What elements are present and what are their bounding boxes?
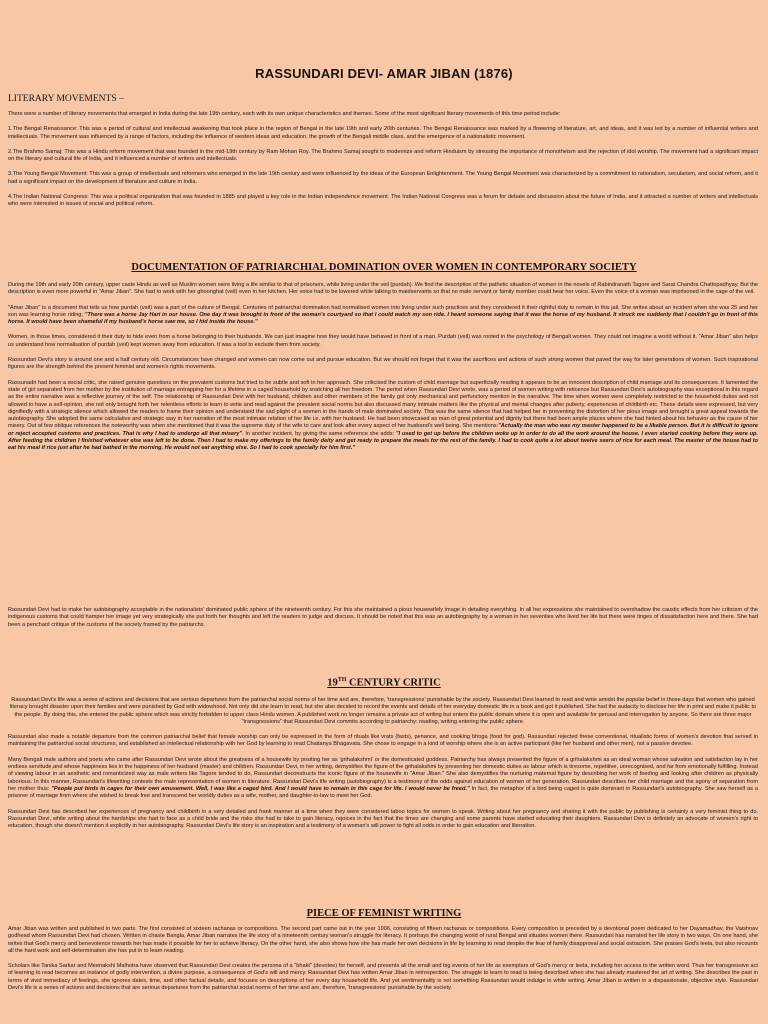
- master-quote: "Actually the man who was my master happened to be a likable person. But it is difficult to ignore or reject accepted customs and practices. That is why I had to undergo all that misery": [8, 423, 758, 437]
- doc-paragraph-2: "Amar Jiban" is a document that tells us how purdah (veil) was a part of the culture of Bengal. Centuries of patriarchal domination had normalised women into living under such practices and they considered it their rightful duty to remain in this jail. She writes about an incident when she was 25 and her son was learning horse riding; "There was a horse Jay Hari in our house. One day it was brought in front of the woman's courtyard so that I could watch my son ride. I heard someone saying that it was the horse of my husband. It struck me suddenly that I couldn't go in front of this horse. It would have been shameful if my husband's horse saw me, so I hid inside the house.": [8, 304, 758, 326]
- critic-paragraph-1: Rassundari Devi's life was a series of actions and decisions that are serious departures from the patriarchal social norms of her time and are, therefore, 'transgressions' punishable by the society. Rassundari Devi learned to read and write amidst the popular belief in those days that women who gained literacy brought disaster upon their families and were punished by God with widowhood. Not only did she learn to read, but she also decided to record the events and details of her everyday domestic life in a book and got it published. She had the audacity to disclose her life in print and make it public to the people. By doing this, she entered the public sphere which was strictly forbidden to upper class Hindu women. A published work no longer remains a private act of writing but enters the public domain where it is open and available for perusal and interrogation by anyone. So there are three major "transgressions" that Rassundari Devi commits according to patriarchy: reading, writing entering the public sphere.: [9, 697, 757, 725]
- feminist-writing-heading: PIECE OF FEMINIST WRITING: [306, 908, 462, 919]
- horse-quote: "There was a horse Jay Hari in our house. One day it was brought in front of the woman's courtyard so that I could watch my son ride. I heard someone saying that it was the horse of my husband. It struck me suddenly that I couldn't go in front of this horse. It would have been shameful if my husband's horse saw me, so I hid inside the house.": [8, 311, 758, 326]
- literary-intro: There were a number of literary movements that emerged in India during the late 19th century, each with its own unique characteristics and themes. Some of the most significant literary movements of this time period include:: [8, 111, 561, 117]
- documentation-section: [8, 282, 758, 453]
- literary-item-4: 4.The Indian National Congress: This was a political organization that was founded in 1885 and played a key role in the Indian independence movement. The Indian National Congress was a forum for debate and discussion about the future of India, and it attracted a number of writers and intellectuals who were interested in issues of social and political reform.: [8, 194, 758, 208]
- doc-paragraph-6: Rassundari Devi had to make her autobiography acceptable in the nationalists' dominated public sphere of the nineteenth century. For this she maintained a pious housewifely image in detailing everything. In all her expressions she maintained to overshadow the caustic effects from her criticism of the indigenous customs that could hamper her image yet very strategically she put forth her thoughts and left the readers to judge and discuss. It should be noted that this was an autobiography by a woman in her seventies who lived her life but there were tinges of dissatisfaction here and there. She had been a penchant critique of the customs of the society framed by the patriarchs.: [8, 607, 758, 628]
- doc-paragraph-5: Rassunadri had been a social critic, she raised genuine questions on the prevalent customs but tried to be subtle and soft in her approach. She criticised the custom of child marriage but superficially reading it appears to be an innocent description of child marriage and its consequences. It lamented the state of girl separated from her mother by the institution of marriage entrapping her for a lifetime in a caged household by snatching all her freedom. The period when Rassundari Devi wrote, was a period of women writing with reticence but Rassundari Devi's autobiography was exceptional in this regard as the entire narrative was a reflective journey of the self. The relationship of Rassundari Devi with her husband, children and other members of the family got only mechanical and perfunctory mention in the narrative. The time when women were completely restricted to the household duties and not allowed to have a self-opinion, she not only brought forth her relentless efforts to learn to write and read against the prevalent social norms but also discussed many intimate matters like the physical and mental changes after puberty, experiences of childbirth etc. These details were expressed, but very dignifiedly with a strategic silence which allowed the readers to frame their opinion and understand the sad plight of a women in the hands of male dominated society. This was the same silence that had helped her in preventing the distortion of her pious image and brought a great appeal towards the autobiography. She adopted the same calculative and strategic way in her narration of the most intimate relation of her life i.e. with her husband. He had been showcased as man of great potential and dignity but there had been ample places where she had hinted about his behavior as the cause of her misery. Out of few oblique references the noteworthy was when she mentioned that it was the supreme duty of the wife to care and look after every aspect of her husband's well being. She mentions:"Actually the man who was my master happened to be a likable person. But it is difficult to ignore or reject accepted customs and practices. That is why I had to undergo all that misery". In another incident, by giving the same reference she adds: "I used to get up before the children woke up in order to do all the work around the house. I even started cooking before they were up. After feeding the children I finished whatever else was left to be done. Then I had to make my offerings to the family deity and get ready to prepare the meals for the rest of the family. I had to cook quite a lot about twelve seers of rice for each meal. The master of the house had to eat his meal if rice just after he had bathed in the morning. He would not eat anything else. So I had to cook specially for him first.": [8, 379, 758, 452]
- doc-paragraph-1: During the 19th and early 20th century, upper caste Hindu as well as Muslim women were living a life similar to that of prisoners, while living under the veil (purdah). We find the description of the pathetic situation of women in the novels of Rabindranath Tagore and Sarat Chandra Chattopadhyay. But the description is even more powerful in "Amar Jiban". She had to work with her ghoonghat (veil) even in her kitchen. Her voice had to be lowered while talking to maidservants so that no male servant or family member could hear her voice. Even the voice of a woman was imprisoned in the cage of the veil.: [8, 282, 758, 296]
- literary-item-2: 2.The Brahmo Samaj: This was a Hindu reform movement that was founded in the mid-19th century by Ram Mohan Roy. The Brahmo Samaj sought to modernize and reform Hinduism by stressing the importance of monotheism and the rejection of idol worship. The movement had a significant impact on the literary and cultural life of India, and it influenced a number of writers and intellectuals.: [8, 148, 758, 163]
- literary-movements-heading: LITERARY MOVEMENTS –: [8, 94, 124, 104]
- critic-paragraph-4: Rassundari Devi has described her experiences of pregnancy and childbirth in a very detailed and frank manner at a time when they were considered taboo topics for women to speak. Writing about her pregnancy and sharing it with the public by publishing is certainly a very feminist thing to do. Rassundari Devi, while writing about the hardships she had to face as a child bride and the risks she had to take to gain literacy, rejoices in the fact that the times are changing and some parents have started educating their daughters. Rassundari Devi is definitely an advocate of women's right to education, though she doesn't mention it explicitly in her autobiography. Rassundari Devi's life story is an inspiration and a testimony of a woman's will power to fight all odds in order to gain education and liberation.: [8, 808, 758, 830]
- feminist-paragraph-2: Scholars like Tanika Sarkar and Meenakshi Malhotra have observed that Rassundari Devi creates the persona of a "bhakt" (devotee) for herself, and presents all the small and big events of her life as exemplars of God's mercy or leela, including her access to the written word. Thus her transgressive act of learning to read becomes an instance of godly intervention, a divine purpose, a consequence of God's will and mercy. Rassundari Devi has written Amar Jiban in retrospection. The struggle to learn to read is being described when she has already mastered the art of writing. She describes the past in terms of vivid immediacy of feelings, she ignores dates, time, and other factual details, and focuses on descriptions of her every day household life. And yet sentimentality is not something Rassundari would indulge in while writing. Amar Jiban is written in a dispassionate, objective style. Rassundari Devi's life is a series of actions and decisions that are serious departures from the patriarchal social norms of her time and are, therefore, 'transgressions' punishable by the society.: [8, 963, 758, 992]
- literary-movements-section: [8, 111, 758, 209]
- century-critic-heading: 19TH CENTURY CRITIC: [327, 677, 441, 689]
- documentation-closing: [8, 607, 758, 629]
- document-title: RASSUNDARI DEVI- AMAR JIBAN (1876): [255, 66, 513, 81]
- feminist-paragraph-1: Amar Jiban was written and published in two parts. The first consisted of sixteen rachanas or compositions. The second part came out in the year 1906, consisting of fifteen rachanas or compositions. Every composition is preceded by a devotional poem dedicated to her Dayamadhav, the Vaishnav godhead whom Rassundari Devi had chosen. Written in chaste Bangla, Amar Jiban narrates the life story of a nineteenth century woman's struggle for literacy. It portrays the changing world of rural Bengal and situates women there. Rassundari has narrated her life story in two ways. On one hand, she writes that God's mercy and benevolence towards her has made it possible for her to achieve literacy. On the other hand, she also shows how she has made her own decisions in life by learning to read despite the fear of family disapproval and social ostracism. She praises God's leela, but also recounts all the hard work and self-determination she has put in to learn reading.: [8, 926, 758, 954]
- documentation-heading: DOCUMENTATION OF PATRIARCHIAL DOMINATION OVER WOMEN IN CONTEMPORARY SOCIETY: [131, 262, 637, 273]
- century-critic-section: [8, 697, 758, 830]
- cooking-quote: "I used to get up before the children woke up in order to do all the work around the house. I even started cooking before they were up. After feeding the children I finished whatever else was left to be done. Then I had to make my offerings to the family deity and get ready to prepare the meals for the rest of the family. I had to cook quite a lot about twelve seers of rice for each meal. The master of the house had to eat his meal if rice just after he had bathed in the morning. He would not eat anything else. So I had to cook specially for him first.": [8, 430, 758, 452]
- feminist-writing-section: [8, 926, 758, 992]
- doc-paragraph-3: Women, in those times, considered it their duty to hide even from a horse belonging to their husbands. We can just imagine how they would have behaved in front of a man. Purdah (veil) was rooted in the psychology of Bengali women. They could not imagine a world without it. "Amar Jiban" also helps us understand how normalisation of purdah (veil) kept women away from education. It was a tool to exclude them from society.: [8, 334, 758, 348]
- caged-bird-quote: "People put birds in cages for their own amusement. Well, I was like a caged bird. And I would have to remain in this cage for life. I would never be freed.": [51, 785, 470, 792]
- critic-paragraph-3: Many Bengali male authors and poets who came after Rassundari Devi wrote about the greatness of a housewife by positing her as 'grihalakshmi' or the domesticated goddess. Patriarchy has always presented the figure of a grihalakshmi as an ideal woman whose salvation and satisfaction lay in her endless servitude,and whose happiness lies in the happiness of her husband (master) and children. Rassundari Devi, in her writing, demystifies the figure of the grihalakshmi by presenting her domestic duties as labour which is tiresome, repetitive, unrecognised, and far from emotionally fulfilling. Instead of viewing labour in an aesthetic and romanticized way as male writers like Tagore tended to do, Rassundari deconstructs the iconic figure of the housewife in "Amar Jiban." She also demystifies the nurturing maternal figure by describing her work of feeding and looking after children as physically laborious. In this manner, Rassundari's lifewriting contests the male representation of women in literature. Rassundari Devi's life writing (autobiography) is a testimony of the odds against education of women of her generation. Rassundari describes her child marriage and the agony of separation from her mother thus: "People put birds in cages for their own amusement. Well, I was like a caged bird. And I would have to remain in this cage for life. I would never be freed." In fact, the metaphor of a bird being caged is quite dominant in Rassundari's autobiography. She saw herself as a prisoner of marriage from where she wished to break free and transcend her worldly duties as a wife, mother, and daughter-in-law to meet her God.: [8, 756, 758, 800]
- doc-paragraph-4: Rassundari Devi's story is around one and a half century old. Circumstances have changed and women can now come out and pursue education. But we should not forget that it was the sacrifices and actions of such strong women that paved the way for later generations of women. Such inspirational figures are the strength behind the present feminist and women's rights movements.: [8, 357, 758, 371]
- literary-item-3: 3.The Young Bengal Movement: This was a group of intellectuals and reformers who emerged in the late 19th century and were influenced by the ideas of the European Enlightenment. The Young Bengal Movement was characterized by a commitment to rationalism, secularism, and social reform, and it had a significant impact on the development of literature and culture in India.: [8, 171, 758, 185]
- critic-paragraph-2: Rassundari also made a notable departure from the common patriarchal belief that female worship can only be expressed in the form of rituals like vrats (fasts), penance, and cooking bhoga (food for god). Rassundari rejected these conventional, ritualistic forms of women's devotion that served in maintaining the patriarchal social structures, and established an intellectual relationship with her God by learning to read Chaitanya Bhagavata. She chose to engage in a kind of worship where she is an active participant (like her husband and other men), not a passive devotee.: [8, 734, 758, 748]
- literary-item-1: 1.The Bengal Renaissance: This was a period of cultural and intellectual awakening that took place in the region of Bengal in the late 19th and early 20th centuries. The Bengal Renaissance was marked by a flowering of literature, art, and ideas, and it was led by a number of influential writers and intellectuals. The movement was influenced by a range of factors, including the influence of western ideas and education, the growth of the Bengali middle class, and the emergence of a nationalistic movement.: [8, 126, 758, 140]
